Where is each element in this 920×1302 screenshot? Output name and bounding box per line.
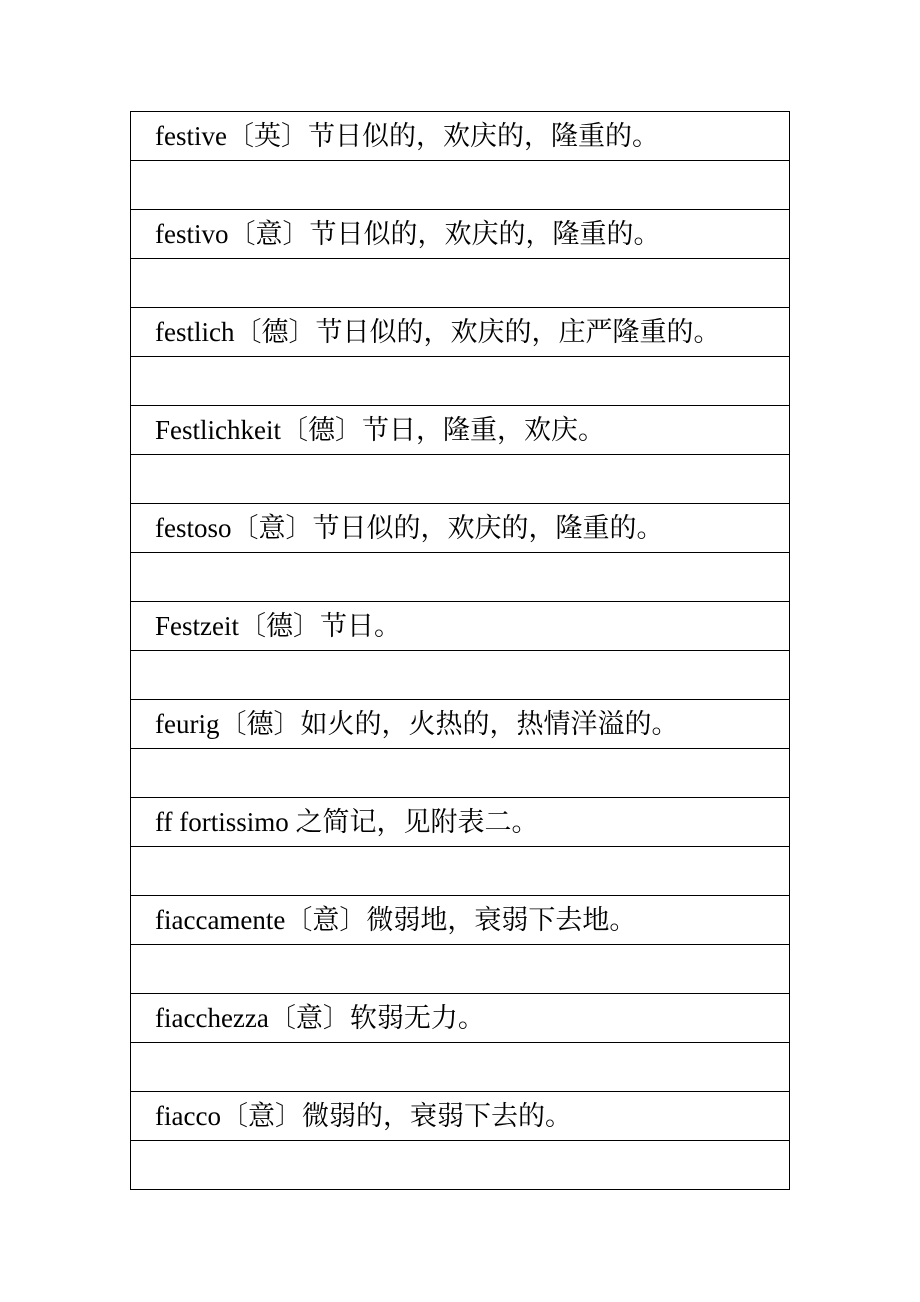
blank-row xyxy=(131,651,790,700)
blank-row xyxy=(131,1141,790,1190)
entry-text: festoso〔意〕节日似的，欢庆的，隆重的。 xyxy=(131,504,790,553)
blank-row xyxy=(131,357,790,406)
entry-text: ff fortissimo 之简记，见附表二。 xyxy=(131,798,790,847)
blank-cell xyxy=(131,553,790,602)
blank-row xyxy=(131,455,790,504)
blank-cell xyxy=(131,1043,790,1092)
entry-text: feurig〔德〕如火的，火热的，热情洋溢的。 xyxy=(131,700,790,749)
entry-text: festlich〔德〕节日似的，欢庆的，庄严隆重的。 xyxy=(131,308,790,357)
table-row xyxy=(131,602,790,651)
entry-text: festive〔英〕节日似的，欢庆的，隆重的。 xyxy=(131,112,790,161)
blank-cell xyxy=(131,259,790,308)
table-row xyxy=(131,406,790,455)
blank-cell xyxy=(131,1141,790,1190)
table-row xyxy=(131,112,790,161)
entry-text: festivo〔意〕节日似的，欢庆的，隆重的。 xyxy=(131,210,790,259)
glossary-table xyxy=(130,111,790,1190)
blank-row xyxy=(131,259,790,308)
blank-cell xyxy=(131,847,790,896)
blank-cell xyxy=(131,945,790,994)
entry-text: fiacco〔意〕微弱的，衰弱下去的。 xyxy=(131,1092,790,1141)
table-row xyxy=(131,994,790,1043)
blank-row xyxy=(131,553,790,602)
blank-cell xyxy=(131,161,790,210)
table-row xyxy=(131,504,790,553)
entry-text: Festzeit〔德〕节日。 xyxy=(131,602,790,651)
blank-row xyxy=(131,1043,790,1092)
blank-cell xyxy=(131,455,790,504)
table-row xyxy=(131,700,790,749)
table-row xyxy=(131,1092,790,1141)
entry-text: Festlichkeit〔德〕节日，隆重，欢庆。 xyxy=(131,406,790,455)
table-row xyxy=(131,210,790,259)
blank-row xyxy=(131,847,790,896)
blank-row xyxy=(131,749,790,798)
table-row xyxy=(131,798,790,847)
blank-row xyxy=(131,161,790,210)
blank-cell xyxy=(131,357,790,406)
entry-text: fiaccamente〔意〕微弱地，衰弱下去地。 xyxy=(131,896,790,945)
blank-cell xyxy=(131,651,790,700)
blank-cell xyxy=(131,749,790,798)
blank-row xyxy=(131,945,790,994)
table-row xyxy=(131,896,790,945)
entry-text: fiacchezza〔意〕软弱无力。 xyxy=(131,994,790,1043)
table-row xyxy=(131,308,790,357)
